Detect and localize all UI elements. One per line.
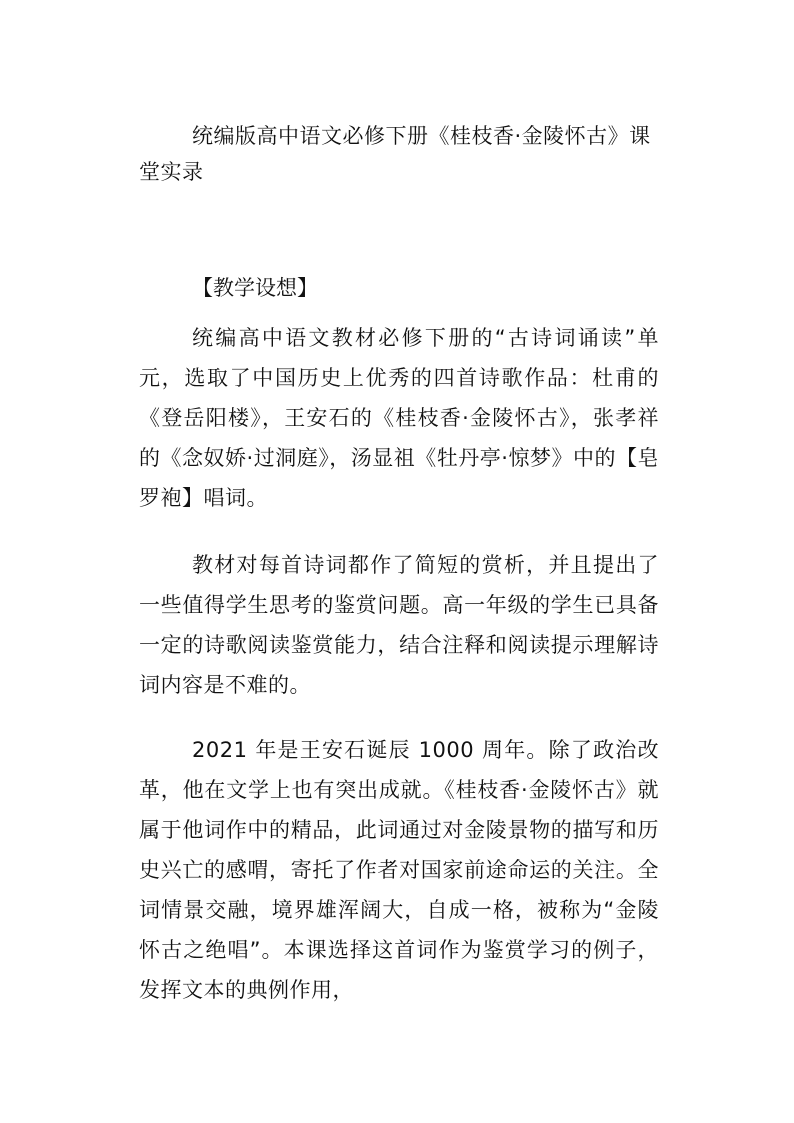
document-title: 统编版高中语文必修下册《桂枝香·金陵怀古》课堂实录 (139, 124, 651, 184)
paragraph-textbook-analysis: 教材对每首诗词都作了简短的赏析，并且提出了一些值得学生思考的鉴赏问题。高一年级的学生已具备一定的诗歌阅读鉴赏能力，结合注释和阅读提示理解诗词内容是不难的。 (139, 553, 659, 697)
paragraph-wang-anshi: 2021 年是王安石诞辰 1000 周年。除了政治改革，他在文学上也有突出成就。《桂枝香·金陵怀古》就属于他词作中的精品，此词通过对金陵景物的描写和历史兴亡的感喟，寄托了作者对国家前途命运的关注。全词情景交融，境界雄浑阔大，自成一格，被称为“金陵怀古之绝唱”。本课选择这首词作为鉴赏学习的例子，发挥文本的典例作用， (139, 738, 659, 1002)
paragraph-unit-overview: 统编高中语文教材必修下册的“古诗词诵读”单元，选取了中国历史上优秀的四首诗歌作品：杜甫的《登岳阳楼》，王安石的《桂枝香·金陵怀古》，张孝祥的《念奴娇·过洞庭》，汤显祖《牡丹亭·惊梦》中的【皂罗袍】唱词。 (139, 326, 659, 510)
section-heading-teaching-concept: 【教学设想】 (192, 276, 318, 300)
